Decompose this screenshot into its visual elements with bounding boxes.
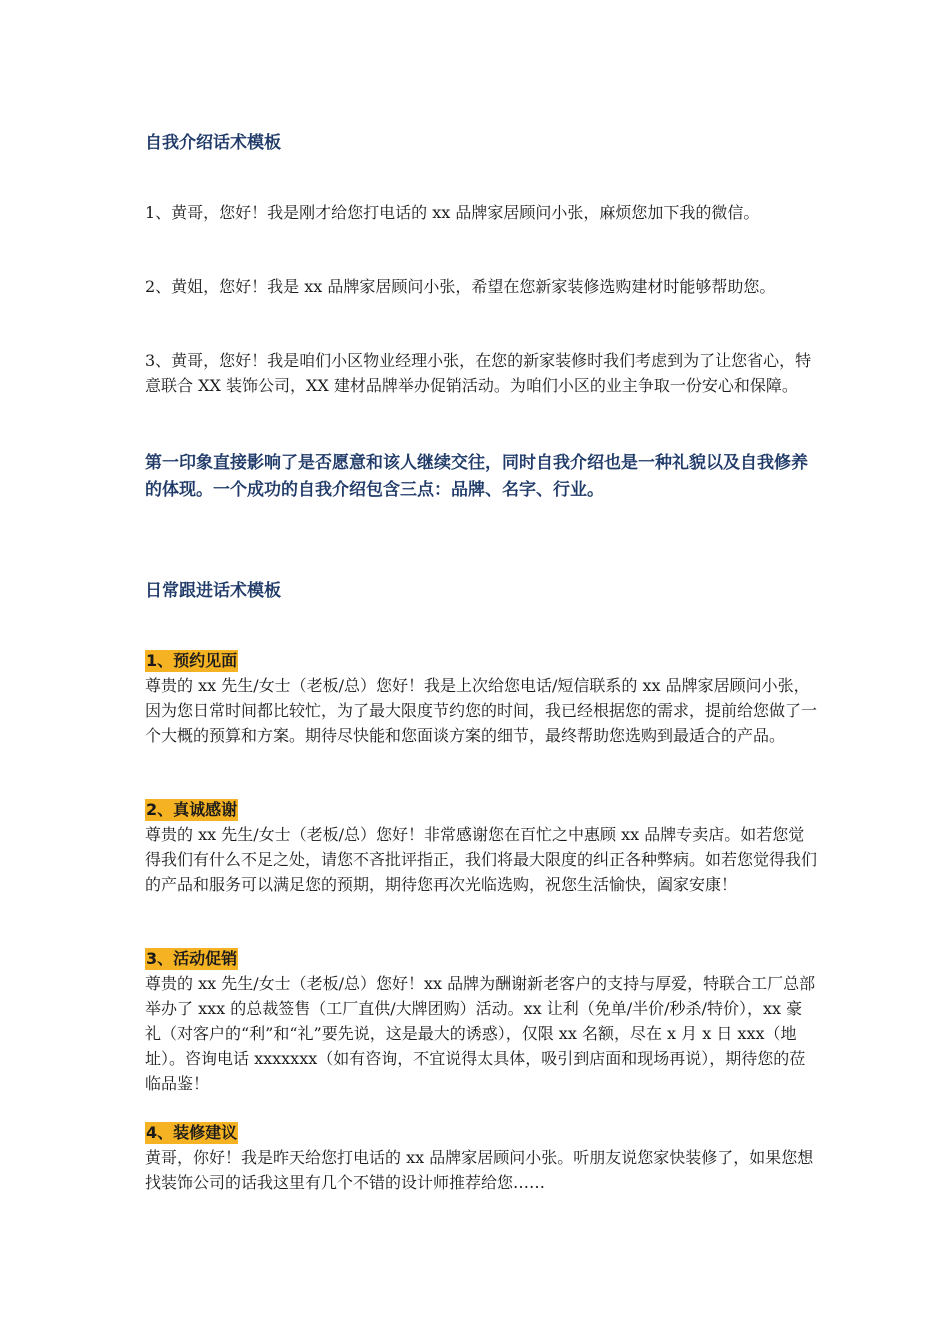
- section-title-self-intro: 自我介绍话术模板: [145, 133, 281, 153]
- follow-up-text-renovation: 黄哥，你好！我是昨天给您打电话的 xx 品牌家居顾问小张。听朋友说您家快装修了，如果您想找装饰公司的话我这里有几个不错的设计师推荐给您……: [145, 1148, 814, 1192]
- follow-up-text-thanks: 尊贵的 xx 先生/女士（老板/总）您好！非常感谢您在百忙之中惠顾 xx 品牌专卖店。如若您觉得我们有什么不足之处，请您不吝批评指正，我们将最大限度的纠正各种弊病。如若您觉得我们的产品和服务可以满足您的预期，期待您再次光临选购，祝您生活愉快，阖家安康！: [145, 825, 818, 894]
- follow-up-heading-appointment: 1、预约见面: [146, 651, 238, 670]
- follow-up-heading-promotion: 3、活动促销: [146, 949, 238, 968]
- self-intro-item-1: 1、黄哥，您好！我是刚才给您打电话的 xx 品牌家居顾问小张，麻烦您加下我的微信。: [145, 203, 760, 222]
- self-intro-summary: 第一印象直接影响了是否愿意和该人继续交往，同时自我介绍也是一种礼貌以及自我修养的体现。一个成功的自我介绍包含三点：品牌、名字、行业。: [145, 453, 808, 500]
- self-intro-item-2: 2、黄姐，您好！我是 xx 品牌家居顾问小张，希望在您新家装修选购建材时能够帮助您。: [145, 277, 776, 296]
- follow-up-text-appointment: 尊贵的 xx 先生/女士（老板/总）您好！我是上次给您电话/短信联系的 xx 品牌家居顾问小张，因为您日常时间都比较忙，为了最大限度节约您的时间，我已经根据您的需求，提前给您做了一个大概的预算和方案。期待尽快能和您面谈方案的细节，最终帮助您选购到最适合的产品。: [145, 676, 818, 745]
- follow-up-heading-thanks: 2、真诚感谢: [146, 800, 238, 819]
- self-intro-item-3: 3、黄哥，您好！我是咱们小区物业经理小张，在您的新家装修时我们考虑到为了让您省心，特意联合 XX 装饰公司，XX 建材品牌举办促销活动。为咱们小区的业主争取一份安心和保障。: [145, 351, 812, 395]
- follow-up-text-promotion: 尊贵的 xx 先生/女士（老板/总）您好！xx 品牌为酬谢新老客户的支持与厚爱，特联合工厂总部举办了 xxx 的总裁签售（工厂直供/大牌团购）活动。xx 让利（免单/半价/秒杀/特价），xx 豪礼（对客户的“利”和“礼”要先说，这是最大的诱惑），仅限 xx 名额，尽在 x 月 x 日 xxx（地址）。咨询电话 xxxxxxx（如有咨询，不宜说得太具体，吸引到店面和现场再说），期待您的莅临品鉴！: [145, 974, 816, 1093]
- follow-up-heading-renovation: 4、装修建议: [146, 1123, 238, 1142]
- section-title-follow-up: 日常跟进话术模板: [145, 581, 281, 601]
